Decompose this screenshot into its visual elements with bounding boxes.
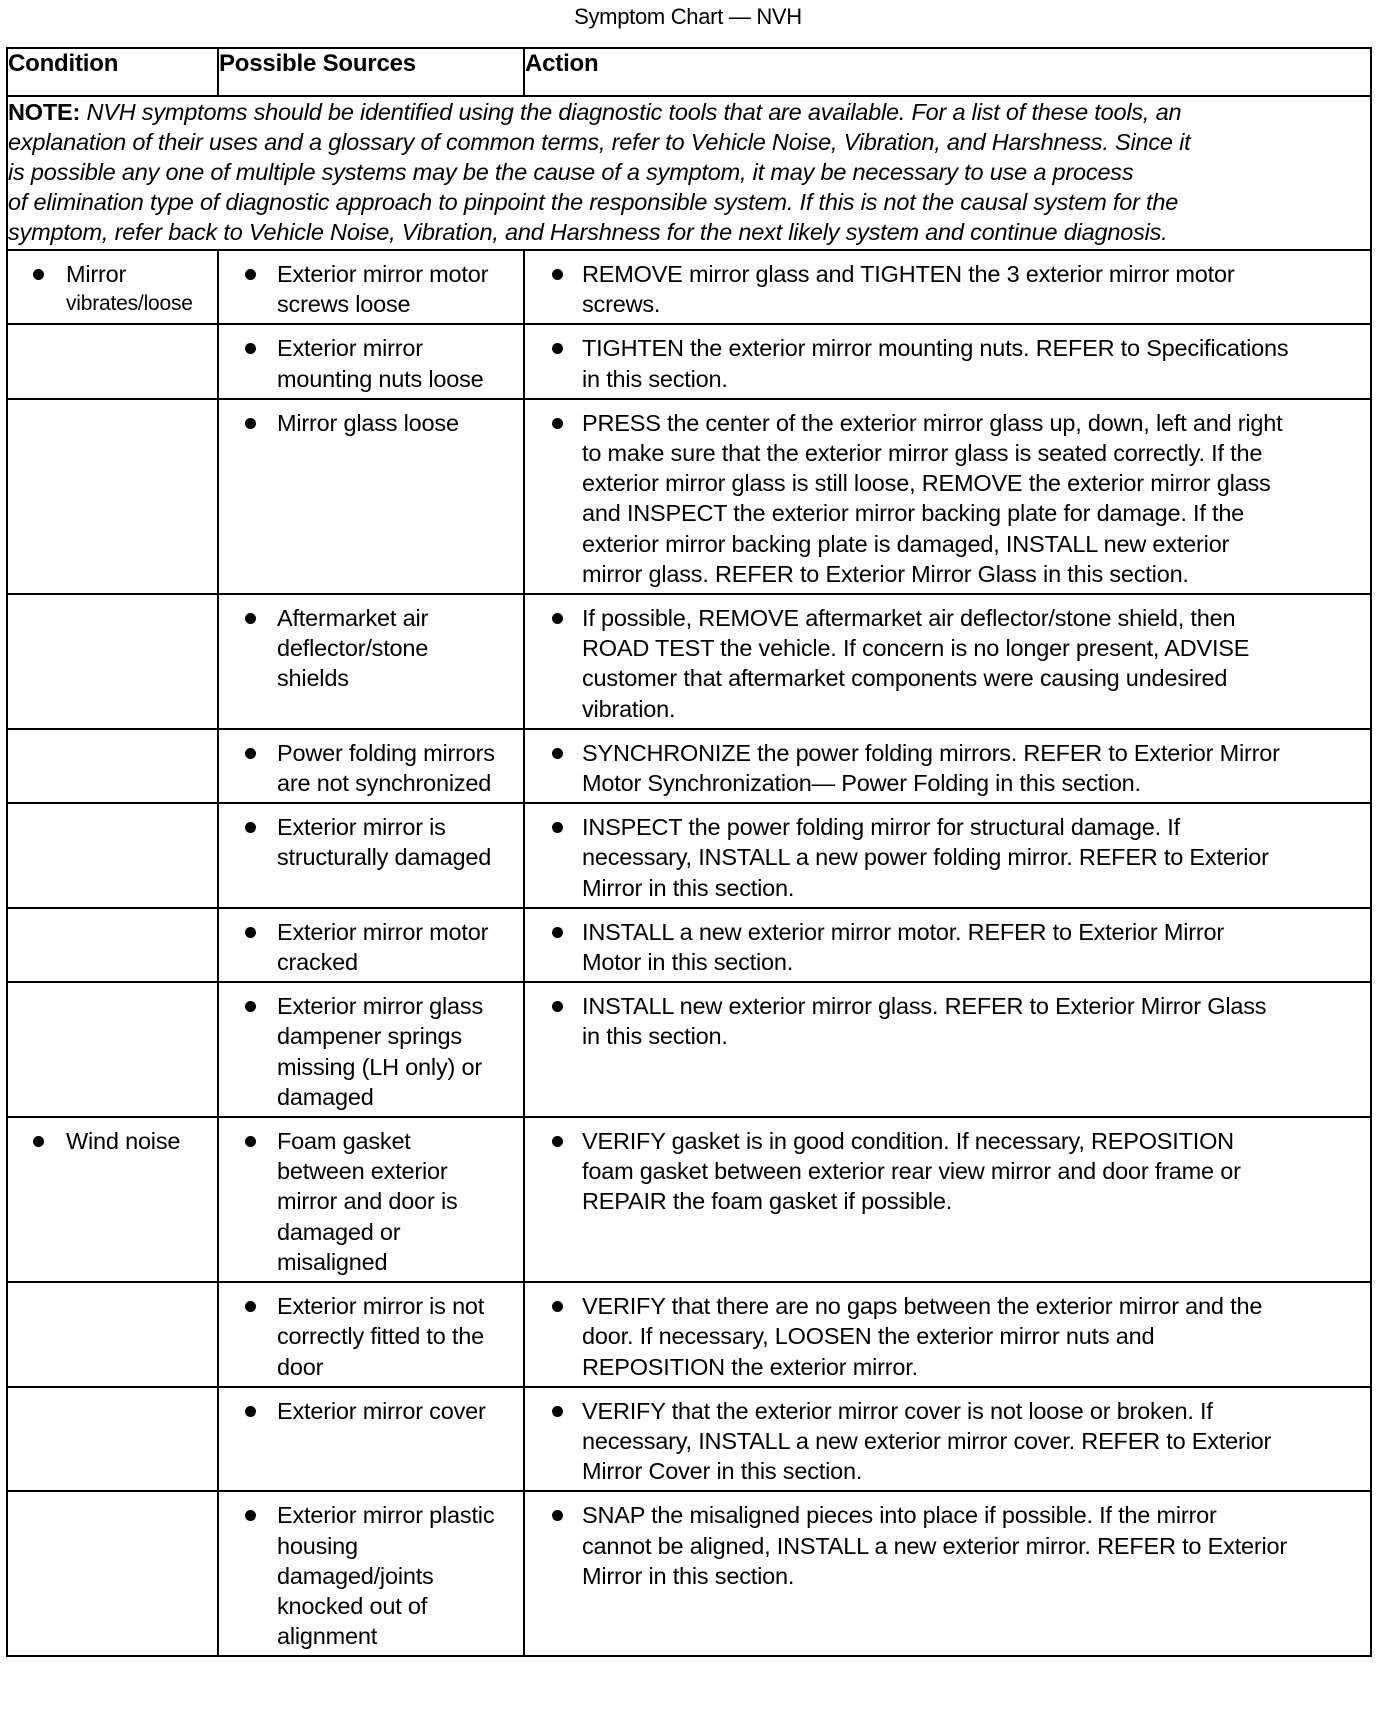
condition-cell (7, 1491, 218, 1656)
note-text-line-4: of elimination type of diagnostic approach to pinpoint the responsible system. If this is not the causal system for the (8, 189, 1179, 215)
action-text-line: cannot be aligned, INSTALL a new exterior mirror. REFER to Exterior (582, 1532, 1287, 1559)
bullet-icon (33, 1136, 44, 1147)
note-text-line-2: explanation of their uses and a glossary of common terms, refer to Vehicle Noise, Vibration, and Harshness. Since it (8, 129, 1191, 155)
possible-source-text (277, 259, 517, 319)
action-text-line: screws. (582, 291, 661, 318)
action-text-line: in this section. (582, 1023, 728, 1050)
possible-source-text-line: alignment (277, 1623, 378, 1650)
possible-source-text-line: Aftermarket air (277, 605, 429, 632)
action-text-line: VERIFY that the exterior mirror cover is not loose or broken. If (582, 1397, 1213, 1424)
condition-cell (7, 1282, 218, 1387)
bullet-icon (552, 1510, 563, 1521)
action-cell (524, 324, 1371, 398)
bullet-icon (245, 343, 256, 354)
note-cell (7, 96, 1371, 250)
table-row (7, 324, 1371, 398)
bullet-icon (245, 1406, 256, 1417)
action-text (582, 1500, 1366, 1591)
possible-source-text-line: screws loose (277, 291, 411, 318)
bullet-icon (552, 343, 563, 354)
bullet-icon (245, 418, 256, 429)
table-header-row (7, 48, 1371, 96)
note-row (7, 96, 1371, 250)
bullet-icon (245, 1001, 256, 1012)
bullet-icon (552, 1301, 563, 1312)
bullet-icon (552, 1136, 563, 1147)
condition-text-line: Mirror (66, 261, 127, 287)
possible-source-cell (218, 594, 524, 729)
possible-source-text-line: mounting nuts loose (277, 365, 484, 392)
table-row (7, 982, 1371, 1117)
action-text-line: TIGHTEN the exterior mirror mounting nuts. REFER to Specifications (582, 335, 1289, 362)
possible-source-item (219, 400, 523, 442)
condition-cell (7, 1117, 218, 1282)
possible-source-item (219, 1118, 523, 1281)
condition-cell (7, 908, 218, 982)
action-cell (524, 594, 1371, 729)
action-text-line: REPAIR the foam gasket if possible. (582, 1188, 953, 1215)
possible-source-text (277, 408, 517, 438)
possible-source-text-line: Power folding mirrors (277, 739, 495, 766)
table-row (7, 1491, 1371, 1656)
column-header-action: Action (524, 48, 1371, 96)
action-text (582, 333, 1366, 393)
bullet-icon (245, 613, 256, 624)
possible-source-item (219, 1492, 523, 1655)
action-text (582, 1291, 1366, 1382)
table-row (7, 1282, 1371, 1387)
column-header-condition: Condition (7, 48, 218, 96)
action-text-line: REPOSITION the exterior mirror. (582, 1353, 918, 1380)
table-row (7, 399, 1371, 594)
note-text-line-5: symptom, refer back to Vehicle Noise, Vibration, and Harshness for the next likely system and continue diagnosis. (8, 219, 1168, 245)
possible-source-text (277, 1126, 517, 1277)
table-row (7, 594, 1371, 729)
possible-source-text-line: damaged/joints (277, 1562, 434, 1589)
action-text (582, 1126, 1366, 1217)
action-text-line: Mirror Cover in this section. (582, 1458, 863, 1485)
possible-source-text (277, 1396, 517, 1426)
bullet-icon (552, 418, 563, 429)
bullet-icon (245, 1136, 256, 1147)
possible-source-item (219, 595, 523, 698)
action-text-line: Motor in this section. (582, 949, 794, 976)
action-item (525, 1283, 1370, 1386)
note-text-line-3: is possible any one of multiple systems may be the cause of a symptom, it may be necessary to use a process (8, 159, 1134, 185)
note-text-line-1: NVH symptoms should be identified using the diagnostic tools that are available. For a list of these tools, an (86, 99, 1182, 125)
action-item (525, 1492, 1370, 1595)
action-text-line: If possible, REMOVE aftermarket air deflector/stone shield, then (582, 605, 1236, 632)
bullet-icon (245, 1301, 256, 1312)
action-cell (524, 1491, 1371, 1656)
table-row (7, 803, 1371, 908)
action-item (525, 1388, 1370, 1491)
possible-source-text-line: door (277, 1353, 324, 1380)
condition-cell (7, 982, 218, 1117)
condition-cell (7, 399, 218, 594)
action-text (582, 1396, 1366, 1487)
condition-cell (7, 594, 218, 729)
possible-source-cell (218, 1282, 524, 1387)
possible-source-cell (218, 250, 524, 324)
action-text-line: VERIFY that there are no gaps between the exterior mirror and the (582, 1293, 1263, 1320)
bullet-icon (552, 748, 563, 759)
table-row (7, 1117, 1371, 1282)
action-text-line: ROAD TEST the vehicle. If concern is no longer present, ADVISE (582, 635, 1250, 662)
possible-source-text-line: misaligned (277, 1248, 388, 1275)
condition-cell (7, 324, 218, 398)
table-row (7, 1387, 1371, 1492)
condition-text (66, 1126, 213, 1156)
possible-source-item (219, 1388, 523, 1430)
possible-source-text (277, 1500, 517, 1651)
possible-source-item (219, 804, 523, 876)
possible-source-text-line: Exterior mirror is not (277, 1293, 485, 1320)
possible-source-text (277, 738, 517, 798)
bullet-icon (552, 822, 563, 833)
possible-source-text-line: Exterior mirror motor (277, 918, 489, 945)
possible-source-item (219, 251, 523, 323)
possible-source-text-line: Exterior mirror (277, 335, 423, 362)
possible-source-text-line: Exterior mirror is (277, 814, 446, 841)
table-row (7, 729, 1371, 803)
action-text-line: PRESS the center of the exterior mirror glass up, down, left and right (582, 409, 1283, 436)
bullet-icon (33, 269, 44, 280)
bullet-icon (245, 822, 256, 833)
possible-source-text (277, 917, 517, 977)
action-cell (524, 729, 1371, 803)
possible-source-cell (218, 908, 524, 982)
possible-source-item (219, 730, 523, 802)
action-text-line: VERIFY gasket is in good condition. If necessary, REPOSITION (582, 1128, 1234, 1155)
action-text-line: necessary, INSTALL a new power folding mirror. REFER to Exterior (582, 844, 1269, 871)
action-cell (524, 1117, 1371, 1282)
page-title: Symptom Chart — NVH (574, 4, 802, 29)
action-text-line: and INSPECT the exterior mirror backing plate for damage. If the (582, 500, 1245, 527)
possible-source-text-line: between exterior (277, 1158, 448, 1185)
action-text-line: Mirror in this section. (582, 874, 795, 901)
condition-text-line: Wind noise (66, 1128, 181, 1155)
action-text (582, 408, 1366, 589)
bullet-icon (552, 1406, 563, 1417)
bullet-icon (245, 269, 256, 280)
action-cell (524, 982, 1371, 1117)
possible-source-cell (218, 324, 524, 398)
action-cell (524, 250, 1371, 324)
possible-source-text-line: damaged or (277, 1218, 401, 1245)
condition-text-line: vibrates/loose (66, 292, 193, 316)
condition-cell (7, 729, 218, 803)
possible-source-text (277, 1291, 517, 1382)
possible-source-text-line: damaged (277, 1083, 374, 1110)
action-text (582, 259, 1366, 319)
possible-source-text-line: Exterior mirror glass (277, 993, 484, 1020)
table-row (7, 250, 1371, 324)
possible-source-cell (218, 1387, 524, 1492)
possible-source-cell (218, 803, 524, 908)
action-text (582, 603, 1366, 724)
action-text-line: INSPECT the power folding mirror for structural damage. If (582, 814, 1180, 841)
action-text (582, 991, 1366, 1051)
action-text-line: door. If necessary, LOOSEN the exterior mirror nuts and (582, 1323, 1155, 1350)
action-item (525, 325, 1370, 397)
action-text-line: Motor Synchronization— Power Folding in this section. (582, 770, 1141, 797)
action-item (525, 983, 1370, 1055)
condition-cell (7, 1387, 218, 1492)
action-text-line: customer that aftermarket components were causing undesired (582, 665, 1228, 692)
action-text-line: in this section. (582, 365, 728, 392)
action-text (582, 812, 1366, 903)
bullet-icon (552, 927, 563, 938)
action-text-line: INSTALL new exterior mirror glass. REFER to Exterior Mirror Glass (582, 993, 1267, 1020)
possible-source-text (277, 333, 517, 393)
action-text-line: to make sure that the exterior mirror glass is seated correctly. If the (582, 440, 1263, 467)
action-text-line: REMOVE mirror glass and TIGHTEN the 3 exterior mirror motor (582, 261, 1235, 287)
possible-source-text-line: Mirror glass loose (277, 409, 459, 436)
condition-item (8, 1118, 217, 1160)
possible-source-text-line: Exterior mirror motor (277, 261, 489, 287)
action-cell (524, 1282, 1371, 1387)
action-text-line: foam gasket between exterior rear view mirror and door frame or (582, 1158, 1241, 1185)
possible-source-cell (218, 1491, 524, 1656)
possible-source-cell (218, 729, 524, 803)
possible-source-cell (218, 982, 524, 1117)
action-text (582, 917, 1366, 977)
possible-source-text-line: shields (277, 665, 349, 692)
possible-source-text-line: cracked (277, 949, 358, 976)
action-text-line: SYNCHRONIZE the power folding mirrors. REFER to Exterior Mirror (582, 739, 1280, 766)
note-label: NOTE: (8, 99, 81, 125)
action-item (525, 595, 1370, 728)
possible-source-item (219, 1283, 523, 1386)
possible-source-text-line: Exterior mirror plastic (277, 1502, 495, 1529)
bullet-icon (245, 1510, 256, 1521)
action-cell (524, 803, 1371, 908)
action-cell (524, 1387, 1371, 1492)
action-item (525, 251, 1370, 323)
possible-source-item (219, 909, 523, 981)
possible-source-text-line: mirror and door is (277, 1188, 458, 1215)
action-text (582, 738, 1366, 798)
possible-source-item (219, 325, 523, 397)
possible-source-text-line: knocked out of (277, 1592, 428, 1619)
action-text-line: exterior mirror glass is still loose, REMOVE the exterior mirror glass (582, 470, 1271, 497)
action-text-line: mirror glass. REFER to Exterior Mirror Glass in this section. (582, 560, 1189, 587)
action-text-line: necessary, INSTALL a new exterior mirror cover. REFER to Exterior (582, 1427, 1272, 1454)
action-text-line: exterior mirror backing plate is damaged, INSTALL new exterior (582, 530, 1230, 557)
action-text-line: INSTALL a new exterior mirror motor. REFER to Exterior Mirror (582, 918, 1225, 945)
action-item (525, 1118, 1370, 1221)
action-text-line: SNAP the misaligned pieces into place if possible. If the mirror (582, 1502, 1217, 1529)
possible-source-cell (218, 1117, 524, 1282)
action-item (525, 804, 1370, 907)
possible-source-text-line: dampener springs (277, 1023, 462, 1050)
bullet-icon (552, 1001, 563, 1012)
bullet-icon (552, 269, 563, 280)
possible-source-text-line: deflector/stone (277, 635, 429, 662)
possible-source-text (277, 991, 517, 1112)
condition-text (66, 259, 213, 319)
possible-source-item (219, 983, 523, 1116)
action-text-line: vibration. (582, 695, 676, 722)
possible-source-text-line: housing (277, 1532, 358, 1559)
possible-source-text-line: missing (LH only) or (277, 1053, 482, 1080)
possible-source-text (277, 812, 517, 872)
action-cell (524, 399, 1371, 594)
action-item (525, 400, 1370, 593)
condition-item (8, 251, 217, 323)
possible-source-text (277, 603, 517, 694)
column-header-possible-sources: Possible Sources (218, 48, 524, 96)
action-item (525, 730, 1370, 802)
possible-source-text-line: Exterior mirror cover (277, 1397, 486, 1424)
action-cell (524, 908, 1371, 982)
possible-source-cell (218, 399, 524, 594)
bullet-icon (552, 613, 563, 624)
bullet-icon (245, 927, 256, 938)
action-item (525, 909, 1370, 981)
action-text-line: Mirror in this section. (582, 1562, 795, 1589)
possible-source-text-line: Foam gasket (277, 1128, 411, 1155)
condition-cell (7, 803, 218, 908)
possible-source-text-line: structurally damaged (277, 844, 492, 871)
possible-source-text-line: correctly fitted to the (277, 1323, 484, 1350)
symptom-chart-table (6, 47, 1372, 1657)
bullet-icon (245, 748, 256, 759)
possible-source-text-line: are not synchronized (277, 770, 492, 797)
table-row (7, 908, 1371, 982)
condition-cell (7, 250, 218, 324)
